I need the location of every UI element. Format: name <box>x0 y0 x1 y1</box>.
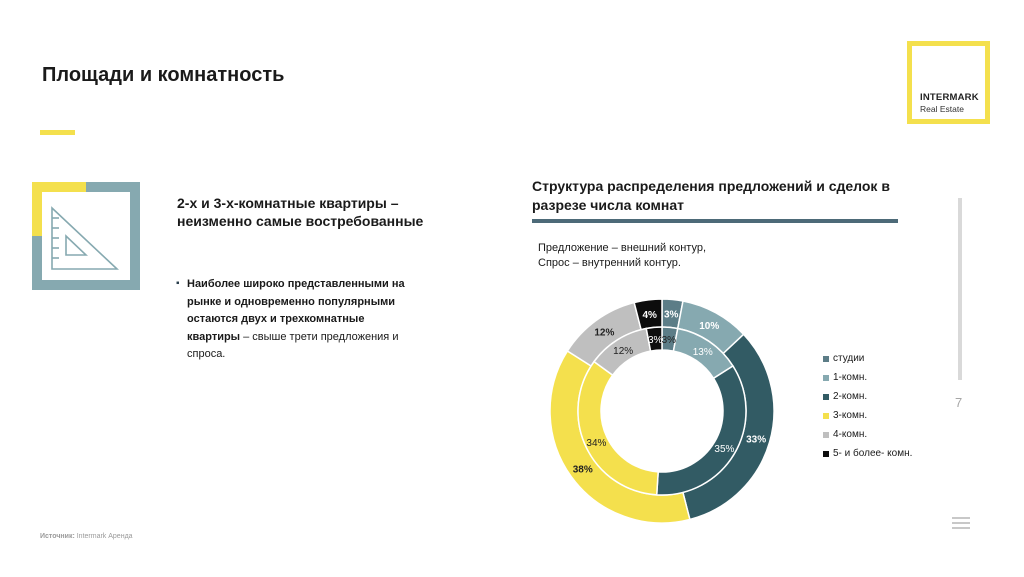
chart-title: Структура распределения предложений и сделок в разрезе числа комнат <box>532 178 890 213</box>
source-label: Источник: <box>40 533 75 540</box>
triangle-ruler-icon <box>32 182 140 290</box>
inner-label-1-room: 13% <box>692 347 713 359</box>
outer-label-3-room: 38% <box>572 464 593 476</box>
page-title: Площади и комнатность <box>42 64 285 86</box>
bullet-text <box>187 276 417 364</box>
bullet-bold-text: Наиболее широко представленными на рынке и одновременно популярными остаются двух и трехкомнатные квартиры <box>187 278 405 343</box>
legend-swatch-1-room <box>823 375 829 381</box>
bullet-marker: ▪ <box>176 278 180 289</box>
outer-label-1-room: 10% <box>699 321 720 333</box>
legend-swatch-5plus-room <box>823 451 829 457</box>
outer-label-2-room: 33% <box>746 434 767 446</box>
title-underline <box>40 130 75 135</box>
legend-item-2-room <box>823 387 912 406</box>
legend-label-3-room: 3-комн. <box>833 410 868 421</box>
legend-item-1-room <box>823 368 912 387</box>
donut-chart <box>520 280 810 530</box>
outer-label-studio: 3% <box>663 309 679 321</box>
outer-slice-3-room <box>550 351 690 523</box>
inner-label-4-room: 12% <box>613 345 634 357</box>
outer-label-5plus-room: 4% <box>642 309 657 321</box>
legend-item-3-room <box>823 406 912 425</box>
legend-item-4-room <box>823 425 912 444</box>
chart-note-line-1: Предложение – внешний контур, <box>538 242 707 254</box>
legend-label-4-room: 4-комн. <box>833 429 868 440</box>
source-note <box>40 533 133 540</box>
section-subtitle: 2-х и 3-х-комнатные квартиры – неизменно самые востребованные <box>177 195 424 229</box>
inner-label-5plus-room: 3% <box>647 334 663 346</box>
legend-swatch-studio <box>823 356 829 362</box>
chart-note <box>538 241 798 271</box>
legend-label-1-room: 1-комн. <box>833 372 868 383</box>
page-number: 7 <box>955 395 963 410</box>
menu-icon[interactable] <box>952 517 970 533</box>
inner-label-studio: 3% <box>661 334 677 346</box>
chart-legend <box>823 349 912 463</box>
source-text: Intermark Аренда <box>74 533 133 540</box>
inner-label-2-room: 35% <box>714 443 735 455</box>
legend-label-studio: студии <box>833 353 865 364</box>
legend-swatch-4-room <box>823 432 829 438</box>
legend-item-studio <box>823 349 912 368</box>
side-scroll-line <box>958 198 962 380</box>
outer-label-4-room: 12% <box>594 327 615 339</box>
legend-swatch-2-room <box>823 394 829 400</box>
legend-swatch-3-room <box>823 413 829 419</box>
intermark-logo-icon <box>907 41 990 124</box>
legend-item-5plus-room <box>823 444 912 463</box>
chart-title-underline <box>532 219 898 223</box>
chart-note-line-2: Спрос – внутренний контур. <box>538 257 681 269</box>
legend-label-5plus-room: 5- и более- комн. <box>833 448 913 459</box>
logo-sub: Real Estate <box>920 104 964 114</box>
bullet-rest-text: – свыше трети предложения и спроса. <box>187 330 399 360</box>
inner-label-3-room: 34% <box>586 437 607 449</box>
logo-name: INTERMARK <box>920 92 979 103</box>
legend-label-2-room: 2-комн. <box>833 391 868 402</box>
